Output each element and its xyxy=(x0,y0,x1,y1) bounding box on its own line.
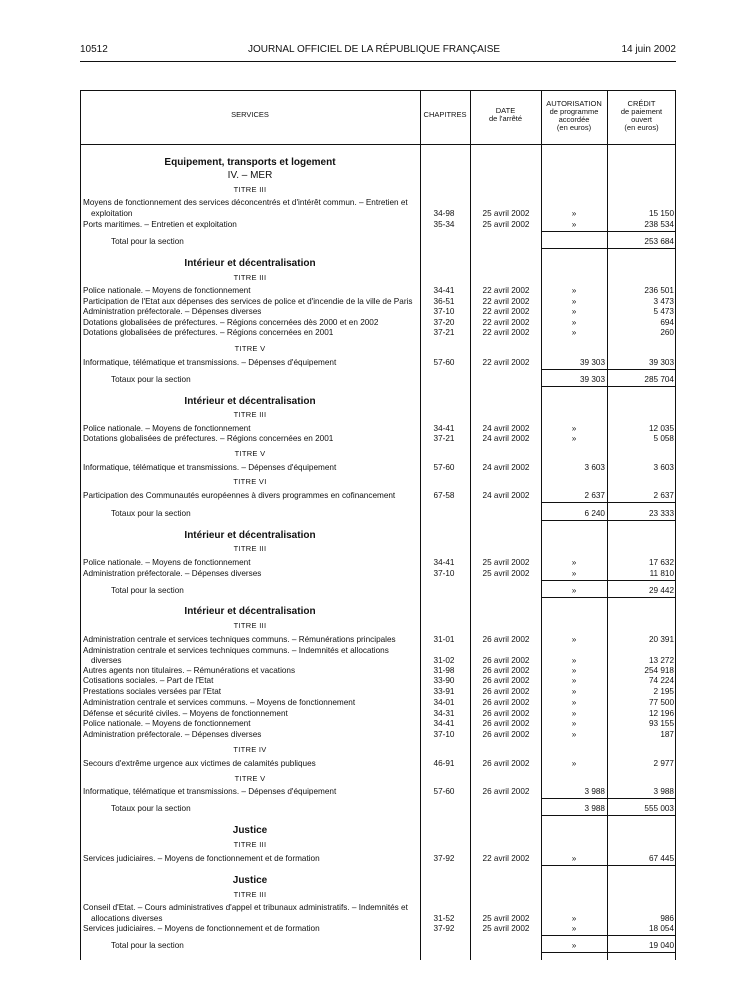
row-autorisation: » xyxy=(571,914,577,923)
section-title: Intérieur et décentralisation xyxy=(184,606,316,617)
row-date: 24 avril 2002 xyxy=(482,491,530,500)
row-credit: 5 058 xyxy=(653,434,674,443)
row-chapitre: 46-91 xyxy=(433,759,455,768)
row-chapitre: 34-31 xyxy=(433,709,455,718)
row-credit: 187 xyxy=(660,730,674,739)
row-label: Prestations sociales versées par l'Etat xyxy=(83,687,222,696)
row-credit: 2 195 xyxy=(653,687,674,696)
row-date: 26 avril 2002 xyxy=(482,666,530,675)
row-date: 25 avril 2002 xyxy=(482,914,530,923)
row-label: Administration centrale et services techniques communs. – Indemnités et allocations xyxy=(83,646,389,655)
row-label: Moyens de fonctionnement des services déconcentrés et d'intérêt commun. – Entretien et xyxy=(83,198,408,207)
row-chapitre: 37-10 xyxy=(433,307,455,316)
row-credit: 93 155 xyxy=(648,719,674,728)
total-row xyxy=(0,940,748,951)
total-rule xyxy=(541,386,676,387)
row-chapitre: 37-10 xyxy=(433,730,455,739)
row-credit: 17 632 xyxy=(648,558,674,567)
row-autorisation: » xyxy=(571,286,577,295)
total-autorisation: 39 303 xyxy=(579,375,605,384)
row-chapitre: 34-41 xyxy=(433,558,455,567)
section-title: Intérieur et décentralisation xyxy=(184,396,316,407)
titre-heading: TITRE III xyxy=(233,544,267,553)
row-autorisation: » xyxy=(571,307,577,316)
table-row xyxy=(0,197,748,208)
row-autorisation: » xyxy=(571,698,577,707)
col-header-aut-line: AUTORISATION xyxy=(546,99,602,108)
row-chapitre: 37-21 xyxy=(433,434,455,443)
row-label: Police nationale. – Moyens de fonctionnement xyxy=(83,719,251,728)
subtotal-rule xyxy=(541,231,676,232)
subtotal-rule xyxy=(541,502,676,503)
row-autorisation: » xyxy=(571,297,577,306)
row-autorisation: » xyxy=(571,209,577,218)
col-header-chapitres: CHAPITRES xyxy=(423,110,467,119)
total-autorisation: » xyxy=(571,941,577,950)
row-label: Informatique, télématique et transmissions. – Dépenses d'équipement xyxy=(83,463,337,472)
row-credit: 77 500 xyxy=(648,698,674,707)
col-header-date-line: DATE xyxy=(495,106,516,115)
row-chapitre: 37-20 xyxy=(433,318,455,327)
row-chapitre: 34-41 xyxy=(433,424,455,433)
titre-heading: TITRE IV xyxy=(233,745,267,754)
row-credit: 12 196 xyxy=(648,709,674,718)
row-chapitre: 37-10 xyxy=(433,569,455,578)
row-date: 25 avril 2002 xyxy=(482,209,530,218)
col-header-aut-line: de programme xyxy=(549,107,599,116)
row-label: Dotations globalisées de préfectures. – Régions concernées en 2001 xyxy=(83,328,334,337)
row-date: 22 avril 2002 xyxy=(482,307,530,316)
subtotal-rule xyxy=(541,369,676,370)
titre-heading: TITRE III xyxy=(233,840,267,849)
col-header-cred-line: ouvert xyxy=(631,115,652,124)
row-autorisation: » xyxy=(571,328,577,337)
row-label: Dotations globalisées de préfectures. – Régions concernées en 2001 xyxy=(83,434,334,443)
row-autorisation: » xyxy=(571,730,577,739)
row-chapitre: 31-52 xyxy=(433,914,455,923)
row-autorisation: » xyxy=(571,569,577,578)
row-chapitre: 31-02 xyxy=(433,656,455,665)
row-autorisation: » xyxy=(571,719,577,728)
row-label: exploitation xyxy=(91,209,133,218)
subtotal-rule xyxy=(541,935,676,936)
row-date: 26 avril 2002 xyxy=(482,676,530,685)
table-row xyxy=(0,357,748,368)
row-label: Administration préfectorale. – Dépenses diverses xyxy=(83,307,262,316)
row-label: diverses xyxy=(91,656,122,665)
row-date: 22 avril 2002 xyxy=(482,286,530,295)
row-credit: 15 150 xyxy=(648,209,674,218)
row-label: Administration centrale et services communs. – Moyens de fonctionnement xyxy=(83,698,356,707)
row-date: 26 avril 2002 xyxy=(482,635,530,644)
total-autorisation: » xyxy=(571,586,577,595)
row-credit: 238 534 xyxy=(644,220,674,229)
row-label: Police nationale. – Moyens de fonctionnement xyxy=(83,424,251,433)
row-chapitre: 34-41 xyxy=(433,286,455,295)
row-autorisation: » xyxy=(571,759,577,768)
row-autorisation: » xyxy=(571,318,577,327)
row-label: Administration préfectorale. – Dépenses diverses xyxy=(83,730,262,739)
row-credit: 2 637 xyxy=(653,491,674,500)
row-chapitre: 33-90 xyxy=(433,676,455,685)
row-autorisation: » xyxy=(571,924,577,933)
titre-heading: TITRE V xyxy=(234,774,266,783)
row-label: Autres agents non titulaires. – Rémunérations et vacations xyxy=(83,666,296,675)
col-header-cred-line: CRÉDIT xyxy=(627,99,656,108)
total-label: Total pour la section xyxy=(111,237,184,246)
row-date: 25 avril 2002 xyxy=(482,558,530,567)
row-date: 24 avril 2002 xyxy=(482,463,530,472)
table-row xyxy=(0,557,748,568)
row-credit: 986 xyxy=(660,914,674,923)
col-header-services: SERVICES xyxy=(231,110,269,119)
row-credit: 11 810 xyxy=(649,569,674,578)
table-row xyxy=(0,634,748,645)
titre-heading: TITRE V xyxy=(234,344,266,353)
row-credit: 18 054 xyxy=(648,924,674,933)
col-header-date-line: de l'arrêté xyxy=(488,114,523,123)
row-date: 26 avril 2002 xyxy=(482,730,530,739)
row-label: Cotisations sociales. – Part de l'Etat xyxy=(83,676,214,685)
row-date: 26 avril 2002 xyxy=(482,656,530,665)
row-autorisation: 3 988 xyxy=(584,787,605,796)
row-label: Participation des Communautés européennes à divers programmes en cofinancement xyxy=(83,491,396,500)
row-label: Police nationale. – Moyens de fonctionnement xyxy=(83,558,251,567)
total-row xyxy=(0,374,748,385)
row-autorisation: » xyxy=(571,424,577,433)
row-credit: 39 303 xyxy=(648,358,674,367)
table-row xyxy=(0,285,748,296)
total-autorisation: 6 240 xyxy=(584,509,605,518)
total-credit: 19 040 xyxy=(648,941,674,950)
row-chapitre: 37-92 xyxy=(433,924,455,933)
row-date: 25 avril 2002 xyxy=(482,220,530,229)
section-title: Justice xyxy=(232,875,268,886)
total-credit: 285 704 xyxy=(644,375,674,384)
row-label: Police nationale. – Moyens de fonctionnement xyxy=(83,286,251,295)
row-label: allocations diverses xyxy=(91,914,163,923)
titre-heading: TITRE V xyxy=(234,449,266,458)
header-bottom-rule xyxy=(80,144,676,145)
row-autorisation: » xyxy=(571,854,577,863)
table-row xyxy=(0,219,748,230)
total-credit: 253 684 xyxy=(644,237,674,246)
table-row xyxy=(0,697,748,708)
row-date: 22 avril 2002 xyxy=(482,318,530,327)
row-label: Défense et sécurité civiles. – Moyens de fonctionnement xyxy=(83,709,288,718)
titre-heading: TITRE III xyxy=(233,890,267,899)
titre-heading: TITRE III xyxy=(233,273,267,282)
table-row xyxy=(0,675,748,686)
table-row xyxy=(0,568,748,579)
total-rule xyxy=(541,865,676,866)
row-label: Administration centrale et services techniques communs. – Rémunérations principales xyxy=(83,635,396,644)
table-row xyxy=(0,923,748,934)
row-label: Informatique, télématique et transmissions. – Dépenses d'équipement xyxy=(83,787,337,796)
row-autorisation: » xyxy=(571,687,577,696)
row-credit: 254 918 xyxy=(644,666,674,675)
titre-heading: TITRE III xyxy=(233,185,267,194)
section-subtitle: IV. – MER xyxy=(227,170,273,181)
row-chapitre: 37-92 xyxy=(433,854,455,863)
row-chapitre: 37-21 xyxy=(433,328,455,337)
total-rule xyxy=(541,952,676,953)
row-label: Services judiciaires. – Moyens de fonctionnement et de formation xyxy=(83,924,320,933)
row-credit: 13 272 xyxy=(648,656,674,665)
table-row xyxy=(0,853,748,864)
row-autorisation: 39 303 xyxy=(579,358,605,367)
row-chapitre: 36-51 xyxy=(433,297,455,306)
table-row xyxy=(0,786,748,797)
titre-heading: TITRE III xyxy=(233,621,267,630)
row-autorisation: » xyxy=(571,666,577,675)
row-label: Administration préfectorale. – Dépenses diverses xyxy=(83,569,262,578)
page-number: 10512 xyxy=(80,44,108,55)
total-row xyxy=(0,508,748,519)
titre-heading: TITRE VI xyxy=(233,477,267,486)
total-label: Totaux pour la section xyxy=(111,375,191,384)
row-date: 26 avril 2002 xyxy=(482,698,530,707)
row-date: 26 avril 2002 xyxy=(482,787,530,796)
section-title: Intérieur et décentralisation xyxy=(184,258,316,269)
row-chapitre: 67-58 xyxy=(433,491,455,500)
total-rule xyxy=(541,597,676,598)
row-autorisation: » xyxy=(571,558,577,567)
row-chapitre: 31-01 xyxy=(433,635,455,644)
row-credit: 12 035 xyxy=(648,424,674,433)
row-date: 24 avril 2002 xyxy=(482,434,530,443)
row-label: Informatique, télématique et transmissions. – Dépenses d'équipement xyxy=(83,358,337,367)
row-credit: 3 988 xyxy=(653,787,674,796)
col-header-cred-line: (en euros) xyxy=(624,123,659,132)
row-date: 25 avril 2002 xyxy=(482,569,530,578)
total-label: Totaux pour la section xyxy=(111,804,191,813)
row-credit: 74 224 xyxy=(648,676,674,685)
total-label: Total pour la section xyxy=(111,586,184,595)
total-rule xyxy=(541,520,676,521)
row-credit: 5 473 xyxy=(653,307,674,316)
total-label: Totaux pour la section xyxy=(111,509,191,518)
row-chapitre: 57-60 xyxy=(433,358,455,367)
row-chapitre: 57-60 xyxy=(433,463,455,472)
row-label: Participation de l'Etat aux dépenses des services de police et d'incendie de la ville de Paris xyxy=(83,297,413,306)
col-header-aut-line: accordée xyxy=(558,115,590,124)
row-chapitre: 34-98 xyxy=(433,209,455,218)
row-date: 24 avril 2002 xyxy=(482,424,530,433)
row-autorisation: » xyxy=(571,656,577,665)
header-rule xyxy=(80,61,676,62)
total-row xyxy=(0,585,748,596)
total-credit: 555 003 xyxy=(644,804,674,813)
subtotal-rule xyxy=(541,798,676,799)
row-date: 22 avril 2002 xyxy=(482,358,530,367)
row-chapitre: 35-34 xyxy=(433,220,455,229)
total-label: Total pour la section xyxy=(111,941,184,950)
row-autorisation: » xyxy=(571,220,577,229)
row-date: 22 avril 2002 xyxy=(482,328,530,337)
row-autorisation: 3 603 xyxy=(584,463,605,472)
col-header-cred-line: de paiement xyxy=(620,107,663,116)
row-autorisation: » xyxy=(571,434,577,443)
total-credit: 23 333 xyxy=(648,509,674,518)
col-header-credit xyxy=(607,100,676,132)
table-row xyxy=(0,327,748,338)
col-header-date xyxy=(470,107,541,123)
row-credit: 260 xyxy=(660,328,674,337)
row-autorisation: 2 637 xyxy=(584,491,605,500)
row-autorisation: » xyxy=(571,709,577,718)
table-row xyxy=(0,758,748,769)
row-autorisation: » xyxy=(571,676,577,685)
total-rule xyxy=(541,248,676,249)
table-row xyxy=(0,718,748,729)
table-row xyxy=(0,686,748,697)
total-row xyxy=(0,236,748,247)
row-credit: 67 445 xyxy=(648,854,674,863)
total-autorisation: 3 988 xyxy=(584,804,605,813)
col-header-aut-line: (en euros) xyxy=(556,123,592,132)
table-row xyxy=(0,433,748,444)
row-date: 26 avril 2002 xyxy=(482,719,530,728)
col-header-autorisation xyxy=(541,100,607,132)
section-title: Intérieur et décentralisation xyxy=(184,530,316,541)
row-date: 26 avril 2002 xyxy=(482,709,530,718)
row-date: 26 avril 2002 xyxy=(482,687,530,696)
total-row xyxy=(0,803,748,814)
row-date: 26 avril 2002 xyxy=(482,759,530,768)
row-date: 22 avril 2002 xyxy=(482,297,530,306)
row-chapitre: 34-41 xyxy=(433,719,455,728)
section-title: Equipement, transports et logement xyxy=(164,157,336,168)
table-row xyxy=(0,306,748,317)
section-title: Justice xyxy=(232,825,268,836)
row-label: Ports maritimes. – Entretien et exploitation xyxy=(83,220,237,229)
row-label: Secours d'extrême urgence aux victimes de calamités publiques xyxy=(83,759,316,768)
row-chapitre: 57-60 xyxy=(433,787,455,796)
row-chapitre: 34-01 xyxy=(433,698,455,707)
row-credit: 236 501 xyxy=(644,286,674,295)
row-credit: 2 977 xyxy=(653,759,674,768)
row-autorisation: » xyxy=(571,635,577,644)
row-credit: 20 391 xyxy=(648,635,674,644)
row-chapitre: 33-91 xyxy=(433,687,455,696)
journal-title: JOURNAL OFFICIEL DE LA RÉPUBLIQUE FRANÇAISE xyxy=(247,44,501,55)
row-label: Dotations globalisées de préfectures. – Régions concernées dès 2000 et en 2002 xyxy=(83,318,379,327)
subtotal-rule xyxy=(541,580,676,581)
row-credit: 3 603 xyxy=(653,463,674,472)
row-credit: 694 xyxy=(660,318,674,327)
table-row xyxy=(0,902,748,913)
row-credit: 3 473 xyxy=(653,297,674,306)
table-row xyxy=(0,729,748,740)
row-chapitre: 31-98 xyxy=(433,666,455,675)
row-date: 22 avril 2002 xyxy=(482,854,530,863)
row-label: Conseil d'Etat. – Cours administratives d'appel et tribunaux administratifs. – Indemnités et xyxy=(83,903,408,912)
total-credit: 29 442 xyxy=(648,586,674,595)
row-date: 25 avril 2002 xyxy=(482,924,530,933)
table-row xyxy=(0,462,748,473)
titre-heading: TITRE III xyxy=(233,410,267,419)
issue-date: 14 juin 2002 xyxy=(621,44,676,55)
table-row xyxy=(0,208,748,219)
total-rule xyxy=(541,815,676,816)
row-label: Services judiciaires. – Moyens de fonctionnement et de formation xyxy=(83,854,320,863)
table-row xyxy=(0,490,748,501)
